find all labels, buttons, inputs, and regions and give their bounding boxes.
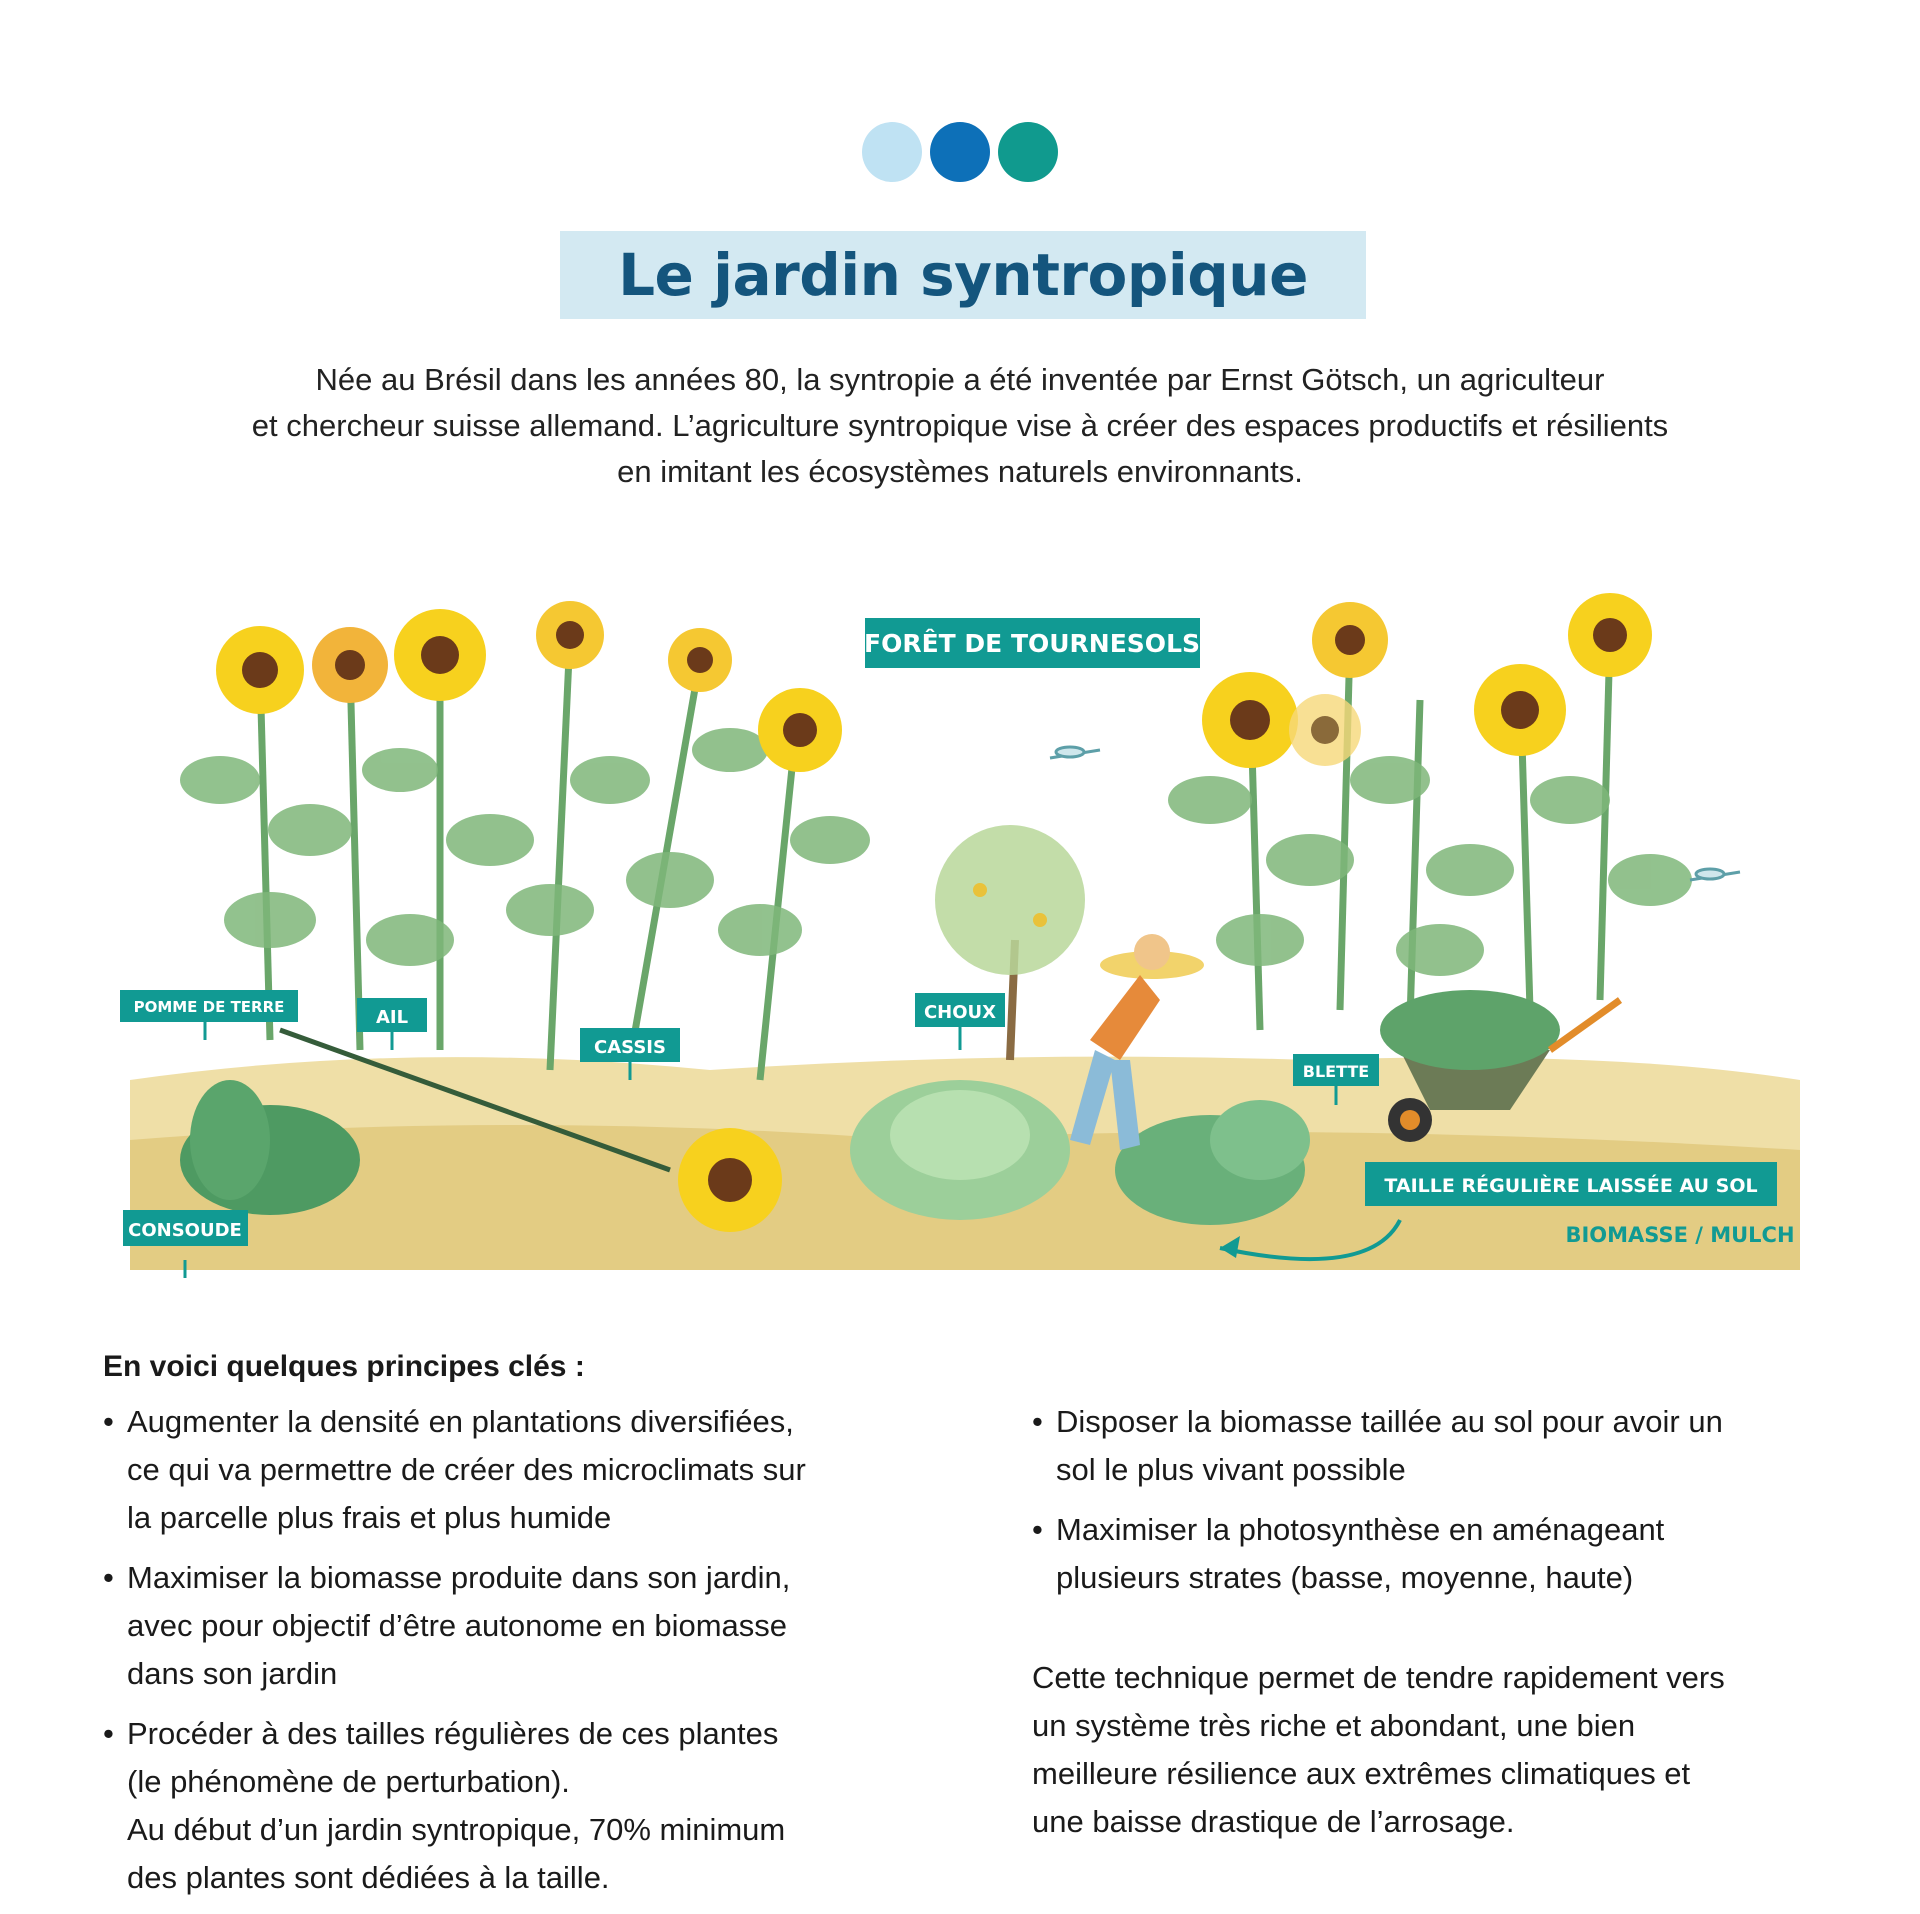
closing-line: un système très riche et abondant, une bien <box>1032 1708 1636 1743</box>
list-line: ce qui va permettre de créer des microclimats sur <box>127 1452 806 1487</box>
list-item <box>1032 1506 1852 1602</box>
bullet-icon: • <box>103 1404 114 1439</box>
list-line: des plantes sont dédiées à la taille. <box>127 1860 610 1895</box>
intro-line: et chercheur suisse allemand. L’agriculture syntropique vise à créer des espaces productifs et résilients <box>251 408 1669 443</box>
list-line: Procéder à des tailles régulières de ces plantes <box>127 1716 779 1751</box>
dot-teal <box>998 122 1058 182</box>
label-blette: BLETTE <box>1302 1062 1370 1081</box>
intro-line: Née au Brésil dans les années 80, la syntropie a été inventée par Ernst Götsch, un agriculteur <box>315 362 1605 397</box>
label-pomme-de-terre: POMME DE TERRE <box>133 998 285 1016</box>
list-line: avec pour objectif d’être autonome en biomasse <box>127 1608 788 1643</box>
closing-line: meilleure résilience aux extrêmes climatiques et <box>1032 1756 1691 1791</box>
label-cassis: CASSIS <box>594 1037 666 1058</box>
list-line: (le phénomène de perturbation). <box>127 1764 570 1799</box>
principles-title: En voici quelques principes clés : <box>103 1350 585 1383</box>
garden-illustration <box>110 580 1810 1280</box>
list-line: sol le plus vivant possible <box>1056 1452 1406 1487</box>
label-biomasse: BIOMASSE / MULCH <box>1565 1223 1795 1247</box>
list-item <box>103 1710 923 1902</box>
list-line: Maximiser la biomasse produite dans son jardin, <box>127 1560 791 1595</box>
closing-paragraph <box>1032 1654 1852 1846</box>
list-line: la parcelle plus frais et plus humide <box>127 1500 612 1535</box>
dot-light-blue <box>862 122 922 182</box>
label-consoude: CONSOUDE <box>128 1220 242 1241</box>
garden-illustration-svg <box>110 580 1810 1280</box>
intro-line: en imitant les écosystèmes naturels environnants. <box>617 454 1303 489</box>
label-foret: FORÊT DE TOURNESOLS <box>864 629 1200 658</box>
cabbage-plant <box>850 1080 1070 1220</box>
label-ail: AIL <box>375 1007 409 1028</box>
principles-left-column <box>103 1398 923 1914</box>
list-line: Maximiser la photosynthèse en aménageant <box>1056 1512 1665 1547</box>
bullet-icon: • <box>103 1716 114 1751</box>
intro-paragraph <box>100 357 1820 495</box>
bullet-icon: • <box>103 1560 114 1595</box>
dot-blue <box>930 122 990 182</box>
list-item <box>1032 1398 1852 1494</box>
sunflower-leaves <box>180 728 1692 976</box>
list-line: Au début d’un jardin syntropique, 70% minimum <box>127 1812 786 1847</box>
title-banner <box>560 231 1366 319</box>
closing-line: Cette technique permet de tendre rapidement vers <box>1032 1660 1725 1695</box>
list-item <box>103 1398 923 1542</box>
page-title: Le jardin syntropique <box>618 241 1308 309</box>
decorative-dots <box>0 122 1920 182</box>
list-line: plusieurs strates (basse, moyenne, haute) <box>1056 1560 1634 1595</box>
list-line: Augmenter la densité en plantations diversifiées, <box>127 1404 794 1439</box>
bullet-icon: • <box>1032 1404 1043 1439</box>
label-choux: CHOUX <box>923 1002 997 1023</box>
list-line: Disposer la biomasse taillée au sol pour avoir un <box>1056 1404 1723 1439</box>
label-taille: TAILLE RÉGULIÈRE LAISSÉE AU SOL <box>1384 1175 1758 1197</box>
list-item <box>103 1554 923 1698</box>
list-line: dans son jardin <box>127 1656 338 1691</box>
principles-right-column <box>1032 1398 1852 1846</box>
bullet-icon: • <box>1032 1512 1043 1547</box>
closing-line: une baisse drastique de l’arrosage. <box>1032 1804 1515 1839</box>
